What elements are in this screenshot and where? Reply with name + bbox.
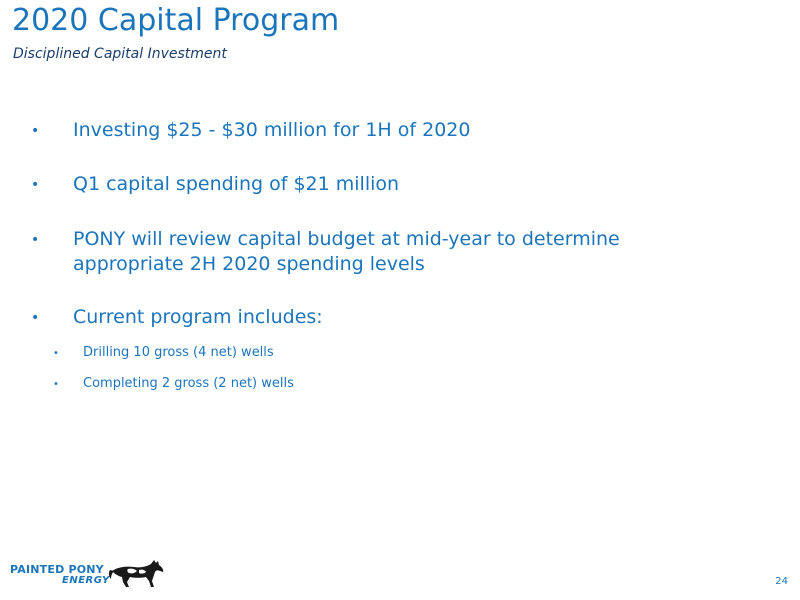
bullet-marker: • (31, 177, 40, 193)
bullet-text-line1: PONY will review capital budget at mid-year to determine (73, 228, 620, 250)
bullet-marker: • (31, 232, 40, 248)
bullet-text: Drilling 10 gross (4 net) wells (83, 345, 274, 360)
bullet-text: Completing 2 gross (2 net) wells (83, 376, 294, 391)
bullet-text: Current program includes: (73, 306, 323, 328)
slide-subtitle: Disciplined Capital Investment (13, 46, 227, 62)
bullet-marker: • (53, 379, 59, 390)
bullet-marker: • (31, 123, 40, 139)
company-logo (8, 557, 168, 589)
bullet-text: Q1 capital spending of $21 million (73, 173, 400, 195)
logo-wordmark-bottom: ENERGY (62, 575, 110, 586)
bullet-text-line2: appropriate 2H 2020 spending levels (73, 253, 425, 275)
bullet-marker: • (31, 310, 40, 326)
logo-wordmark-top: PAINTED PONY (10, 563, 104, 576)
bullet-text: Investing $25 - $30 million for 1H of 2020 (73, 119, 471, 141)
slide-title: 2020 Capital Program (12, 3, 340, 38)
bullet-marker: • (53, 348, 59, 359)
horse-icon (108, 557, 168, 589)
page-number: 24 (775, 576, 788, 587)
